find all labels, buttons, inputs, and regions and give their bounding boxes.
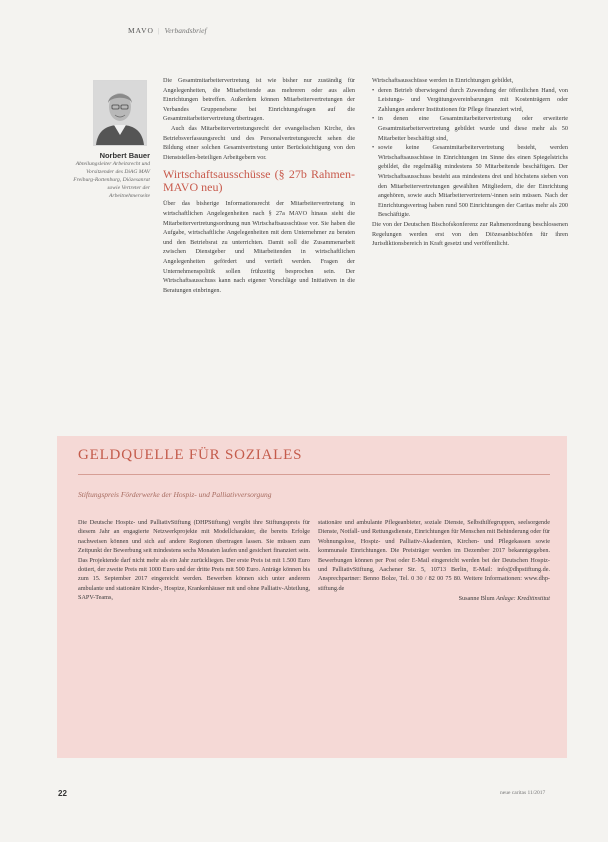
author-name: Norbert Bauer [99,151,150,160]
list-item: • deren Betrieb überwiegend durch Zuwendung der öffentlichen Hand, von Leistungs- und Vergütungsvereinbarungen mit Kostenträgern oder Zahlungen anderer Institutionen für Pflege finanziert wird, [372,86,568,115]
section-subheading: Wirtschaftsausschüsse (§ 27b Rahmen-MAVO neu) [163,167,355,195]
article-column-2 [372,76,568,249]
page-number: 22 [58,789,67,798]
article-paragraph: Die von der Deutschen Bischofskonferenz zur Rahmenordnung beschlossenen Regelungen werden erst von den Diözesanbischöfen für ihren Jurisdiktionsbereich in Kraft gesetzt und veröffentlicht. [372,220,568,248]
article-paragraph: Wirtschaftsausschüsse werden in Einrichtungen gebildet, [372,77,514,84]
info-box-column-2 [318,518,550,604]
article-paragraph: Über das bisherige Informationsrecht der Mitarbeitervertretung in wirtschaftlichen Angelegenheiten nach § 27a MAVO hinaus sieht die Mitarbeitervertretungsordnung nun Wirtschaftsausschüsse vor. Sie haben die Aufgabe, wirtschaftliche Angelegenheiten mit dem Unternehmer zu beraten und den Betriebsrat zu unterrichten. Damit soll die Zusammenarbeit zwischen Dienstgeber und Mitarbeitenden in wirtschaftlichen Angelegenheiten gefördert und vertieft werden. Fragen der Unternehmenspolitik sollen frühzeitig besprochen sein. Der Wirtschaftsausschuss kann nach eigener Vorschläge und Initiativen in die Beratungen einbringen. [163,200,355,294]
article-paragraph: Die Gesamtmitarbeitervertretung ist wie bisher nur zuständig für Angelegenheiten, die Mitarbeitende aus mehreren oder aus allen Einrichtungen betreffen. Außerdem können Mitarbeitervertretungen der Verbandes Gruppenebene bei Einrichtungsfragen auf die Gesamtmitarbeitervertretung übertragen. [163,77,355,123]
article-paragraph: Auch das Mitarbeitervertretungsrecht der evangelischen Kirche, des Betriebsverfassungsrecht und des Personalvertretungsrecht sehen die Bildung einer solchen Gesamtvertretung unter Berücksichtigung von den Dienststellen-beteiligen Arbeitgebern vor. [163,124,355,161]
article-column-1 [163,76,355,295]
section-label: MAVO [128,26,154,35]
header-separator: | [157,26,161,35]
info-box-divider [78,474,550,475]
signature-name: Susanne Blum [458,595,495,603]
signature-source: Anlage: Kreditinstitut [496,595,550,603]
author-caption [70,151,150,200]
criteria-list [372,86,568,220]
subsection-label: Verbandsbrief [164,26,207,35]
list-item: • in denen eine Gesamtmitarbeitervertretung oder erweiterte Gesamtmitarbeitervertretung gebildet wurde und diese mehr als 50 Mitarbeiter beschäftigt sind, [372,114,568,143]
info-box-title: GELDQUELLE FÜR SOZIALES [78,447,303,463]
info-box-column-1 [78,518,310,603]
info-box-subtitle: Stiftungspreis Förderwerke der Hospiz- und Palliativversorgung [78,490,272,499]
author-role: Abteilungsleiter Arbeitsrecht und Vorsitzender des DiAG MAV Freiburg-Rottenburg, Diözesanrat sowie Vertreter der Arbeitnehmerseite [73,161,150,199]
author-photo [93,80,147,146]
info-paragraph: Die Deutsche Hospiz- und PalliativStiftung (DHPStiftung) vergibt ihre Stiftungspreis für diesem Jahr an engagierte Netzwerkprojekte mit Modellcharakter, die bereits Erfolge nachweisen können und sich auf andere Regionen übertragen lassen. Sie müssen zum Zeitpunkt der Bewerbung seit mindestens sechs Monaten laufen und gesichert finanziert sein. Das Projektende darf nicht mehr als ein Jahr zurückliegen. Der erste Preis ist mit 1.500 Euro dotiert, der zweite Preis mit 1000 Euro und der dritte Preis mit 500 Euro. Anträge können bis zum 15. September 2017 eingereicht werden. Bewerben können sich unter anderem ambulante und stationäre Kinder-, Hospize, Krankenhäuser mit und ohne Palliativ-Abteilung, SAPV-Teams, [78,519,310,602]
signature [318,594,550,603]
magazine-issue: neue caritas 11/2017 [500,790,546,796]
list-item: • sowie keine Gesamtmitarbeitervertretung besteht, werden Wirtschaftsausschüsse in Einrichtungen im Sinne des einen Spiegelstrichs gebildet, die regelmäßig mindestens 50 Mitarbeitende beschäftigen. Der Wirtschaftsausschuss besteht aus mindestens drei und höchstens sieben von den Mitarbeitervertretungen gewählten Mitgliedern, die der Einrichtung angehören, sowie auch Mitarbeitervertretern/-innen sein müssen. Nach der Einrichtungsvertrag haben rund 500 Einrichtungen der Caritas mehr als 200 Beschäftigte. [372,143,568,220]
author-portrait-image [94,81,146,145]
info-paragraph: stationäre und ambulante Pflegeanbieter, soziale Dienste, Selbsthilfegruppen, seelsorgende Dienste, Notfall- und Rettungsdienste, Einrichtungen für Menschen mit Behinderung oder für Wohnungslose, Hospiz- und Palliativ-Akademien, Kirchen- und Pflegekassen sowie kommunale Einrichtungen. Die Preisträger werden im Dezember 2017 bekanntgegeben. Bewerbungen können per Post oder E-Mail eingereicht werden bei der Deutschen Hospiz- und PalliativStiftung, Aachener Str. 5, 10713 Berlin, E-Mail: info@dhpstiftung.de. Ansprechpartner: Benno Bolze, Tel. 0 30 / 82 00 75 80. Weitere Informationen: www.dhp-stiftung.de [318,519,550,592]
page-header [128,26,207,35]
